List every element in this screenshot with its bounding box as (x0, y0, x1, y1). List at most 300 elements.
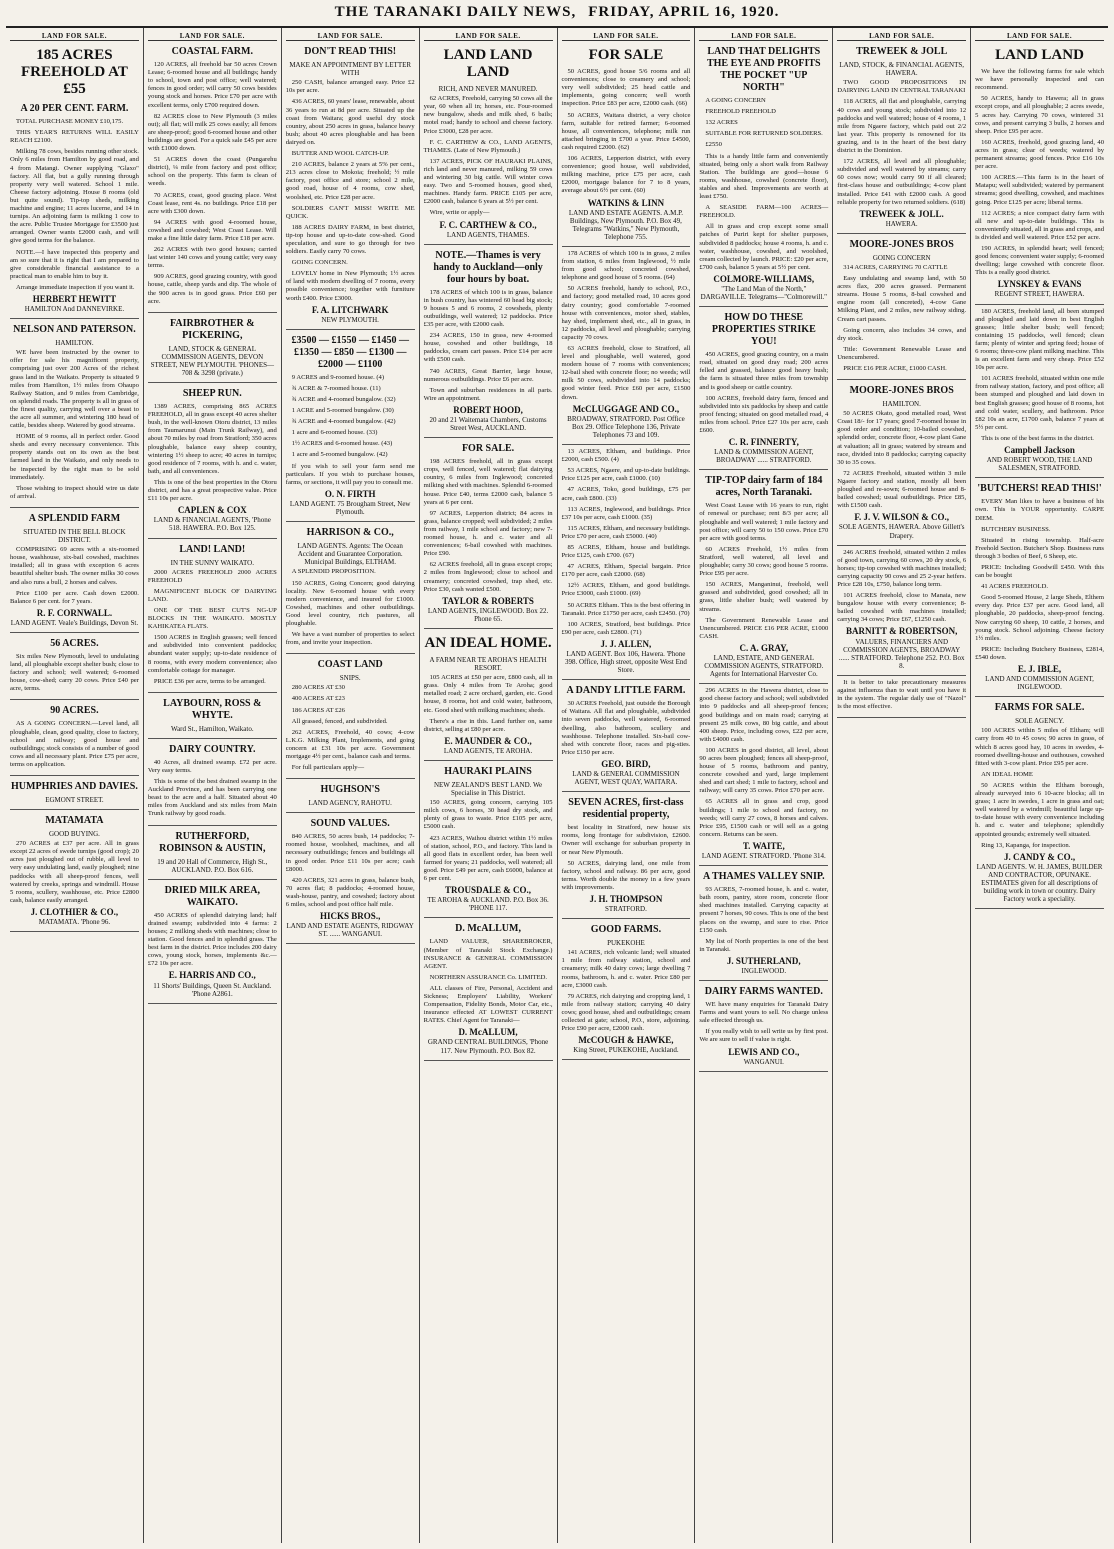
ad-paragraph: 50 ACRES freehold, handy to school, P.O., and factory; good metalled road, 10 acres good dairy country; good comfortable 7-roomed house with conveniences, motor shed, stables, hay shed, implement shed, etc., all in grass, in 12 paddocks, all level and ploughable; carrying capacity 70 cows. (561, 285, 691, 341)
ad-paragraph: MAGNIFICENT BLOCK OF DAIRYING LAND. (147, 587, 277, 603)
ad-subheading: LAND AGENTS. Agents: The Ocean Accident and Guarantee Corporation. Municipal Buildings, ELTHAM. (297, 542, 403, 567)
agent-name: McCLUGGAGE AND CO., (572, 403, 680, 414)
ad-paragraph: West Coast Lease with 16 years to run, right of renewal or purchase; rent 8/3 per acre; all ploughable and well watered; 1 mile factory and post office; will carry 50 to 150 cows. Price £70 per acre with good terms. (699, 502, 829, 542)
ad-subheading: EGMONT STREET. (45, 796, 104, 804)
ad-paragraph: 41 ACRES FREEHOLD. (981, 583, 1048, 591)
agent-address: BROADWAY, STRATFORD. Post Office Box 29. Office Telephone 136, Private Telephones 73 and 109. (567, 414, 685, 439)
section-header: LAND FOR SALE. (699, 32, 828, 41)
agent-address: LAND AGENT. Box 106, Hawera. 'Phone 398. Office, High street, opposite West End Store. (565, 650, 687, 675)
ad-paragraph: 72 ACRES Freehold, situated within 3 mile Ngaere factory and station, mostly all been ploughed and re-sown; 6-roomed house and 8-bailed cowshed; usual outbuildings. Price £85, with £1500 cash. (837, 469, 967, 510)
ad-paragraph: 101 ACRES freehold, close to Manaia, new bungalow house with every convenience; 8-bailed cowshed with machines installed; carrying 34 cows; Price £67, £1250 cash. (837, 592, 967, 624)
ad-heading: 90 ACRES. (50, 705, 99, 717)
advertisement (699, 312, 828, 470)
agent-address: LAND & GENERAL COMMISSION AGENT, WEST QUAY, WAITARA. (572, 770, 680, 787)
ad-paragraph: BUTTER AND WOOL CATCH-UP. (291, 150, 389, 158)
agent-name: E. HARRIS AND CO., (168, 970, 256, 981)
ad-paragraph: 65 ACRES all in grass and crop, good buildings; 1 mile to school and factory, no weeds; will carry 27 cows, 8 horses and calves. Price £95, £1500 cash or will sell as a going concern. Returns can be seen. (699, 798, 829, 838)
agent-address: LAND AGENT. Veale's Buildings, Devon St. (10, 618, 139, 627)
ad-paragraph: 296 ACRES in the Hawera district, close to good cheese factory and school; well subdivided into 9 paddocks and all sheep-proof fences; good buildings and on main road; carrying at present 25 milk cows, 80 big cattle, and about 400 sheep. Price, including cows, £22 per acre, with £4000 cash. (699, 687, 829, 743)
agent-name: LYNSKEY & EVANS (997, 279, 1082, 290)
ad-heading: LAND THAT DELIGHTS THE EYE AND PROFITS THE POCKET "UP NORTH" (706, 46, 821, 94)
ad-subheading: 19 and 20 Hall of Commerce, High St., AUCKLAND. P.O. Box 616. (157, 857, 268, 874)
advertisement (424, 443, 553, 629)
ad-paragraph: F. C. CARTHEW & CO., LAND AGENTS, THAMES. (Late of New Plymouth.) (423, 138, 553, 154)
ad-subheading: LAND, STOCK, & FINANCIAL AGENTS, HAWERA. (839, 61, 965, 78)
ad-heading: A DANDY LITTLE FARM. (566, 685, 686, 697)
ad-subheading: IN THE SUNNY WAIKATO. (170, 558, 254, 567)
agent-address: LAND AGENTS, THAMES. (446, 230, 530, 239)
ad-paragraph: Good 5-roomed House, 2 large Sheds, Elthem every day. Price £37 per acre. Good land, all ploughable, 20 paddocks, sheep-proof fencing. Now carrying 60 sheep, 10 cattle, 2 horses, and young stock. School adjoining. Cheese factory 1½ miles. (975, 594, 1104, 642)
advertisement (424, 635, 553, 761)
masthead (6, 4, 1108, 28)
ad-heading: LAYBOURN, ROSS & WHYTE. (163, 697, 262, 721)
advertisement (837, 239, 966, 380)
advertisement (148, 698, 277, 739)
ad-paragraph: 100 ACRES within 5 miles of Eltham; will carry from 40 to 45 cows; 90 acres in grass, of which 8 acres good hay, 10 acres in swedes, 4-roomed dwelling-house and outhouses, cowshed fitted with 3-cow plant. Price £95 per acre. (975, 727, 1104, 767)
ad-subheading: GOOD BUYING. (48, 830, 100, 839)
ad-paragraph: £2550 (705, 141, 722, 149)
agent-address: LAND & COMMISSION AGENT, BROADWAY ...... STRATFORD. (714, 448, 814, 465)
agent-name: J. CANDY & CO., (1003, 851, 1076, 862)
agent-name: J. CLOTHIER & CO., (30, 906, 119, 917)
ad-big-headline: AN IDEAL HOME. (424, 634, 552, 651)
column-5 (558, 28, 696, 1543)
advertisement (148, 885, 277, 1004)
ad-paragraph: 270 ACRES at £37 per acre. All in grass except 22 acres of swede turnips (good crop); 20 acres just ploughed out of rubble, all level to very easy undulating land, easily ploughed; nine paddocks with all sheep-proof fences, well watered by creeks, springs and windmill. House 5 rooms, scullery, washhouse, etc. Price £2800 cash, balance easily arranged. (10, 840, 139, 904)
ad-paragraph: GOING CONCERN. (291, 259, 348, 267)
advertisement (562, 797, 691, 919)
advertisement (148, 388, 277, 538)
ad-paragraph: ALL classes of Fire, Personal, Accident and Sickness; Employers' Liability, Workers' Compensation, Fidelity Bonds, Motor Car, etc., insurance effected AT LOWEST CURRENT RATES. Chief Agent for Taranaki— (423, 984, 553, 1025)
agent-address: LAND AGENT. STRATFORD. 'Phone 314. (701, 852, 826, 861)
ad-heading: A SPLENDID FARM (28, 512, 121, 524)
ad-paragraph: We have a vast number of properties to select from, and invite your inspection. (285, 631, 415, 647)
agent-name: O. N. FIRTH (324, 488, 376, 499)
ad-paragraph: 79 ACRES, rich dairying and cropping land, 1 mile from railway station; carrying 40 dairy cows; good house, shed and outbuildings; cream collected at gate; school, P.O., store, adjoining. Price £90 per acre, £2000 cash. (561, 992, 691, 1033)
agent-address: LAND AGENTS. W. H. JAMES, BUILDER AND CONTRACTOR, OPUNAKE. ESTIMATES given for all descriptions of building work in town or country. Dairy Factory work a speciality. (976, 862, 1103, 904)
agent-address: WANGANUI. (743, 1057, 784, 1066)
ad-paragraph: 50 ACRES Eltham. This is the best offering in Taranaki. Price £1750 per acre, cash £2450. (70) (561, 601, 691, 617)
ad-paragraph: Situated in rising township. Half-acre Freehold Section. Butcher's Shop. Business runs through 3 bodies of Beef, 6 Sheep, etc. (975, 536, 1104, 560)
ad-paragraph: 160 ACRES, freehold, good grazing land, 40 acres in grass; clear of weeds; watered by permanent streams; good fences. Price £16 10s per acre. (975, 138, 1104, 171)
advertisement (975, 483, 1104, 697)
ad-paragraph: This is some of the best drained swamp in the Auckland Province, and has been carrying one beast to the acre and a half. Situated about 40 miles from Auckland and six miles from Main Trunk railway by good roads. (147, 778, 277, 818)
ad-subheading: MAKE AN APPOINTMENT BY LETTER WITH (289, 61, 412, 78)
ad-paragraph: If you wish to sell your farm send me particulars. If you wish to purchase houses, farms, or sections, it will pay you to consult me. (285, 462, 415, 486)
advertisement (10, 638, 139, 700)
ad-paragraph: PRICE £36 per acre, terms to be arranged. (153, 677, 266, 685)
agent-name: F. J. V. WILSON & CO., (854, 512, 950, 523)
ad-paragraph: 47 ACRES, Eltham, Special bargain. Price £170 per acre, cash £2000. (68) (561, 563, 691, 579)
ad-paragraph: 909 ACRES, good grazing country, with good house, cattle, sheep yards and dip. The whole of the 900 acres is in good grass. Price £60 per acre. (147, 273, 277, 305)
ad-heading: HUMPHRIES AND DAVIES. (11, 781, 138, 792)
section-header: LAND FOR SALE. (837, 32, 966, 41)
agent-address: LAND AGENTS, INGLEWOOD. Box 22. Phone 65. (427, 606, 549, 623)
agent-name: E. J. IBLE, (1017, 664, 1062, 674)
section-header: LAND FOR SALE. (562, 32, 691, 41)
ad-paragraph: SUITABLE FOR RETURNED SOLDIERS. (705, 130, 823, 138)
ad-heading: TREWEEK & JOLL (856, 46, 948, 58)
ad-paragraph: 450 ACRES of splendid dairying land; half drained swamp; subdivided into 4 farms: 2 houses; 2 milking sheds with machines; close to station. Good fences and in splendid grass. The best farm in the district. Price includes 200 dairy cows, young stock, horses, implements &c.—£72 10s per acre. (147, 911, 277, 968)
advertisement (975, 702, 1104, 909)
ad-paragraph: Milking 78 cows, besides running other stock. Only 6 miles from Hamilton by good road, and 4 from Matangi. Owner supplying "Glaxo" factory. All flat, but a gully running through property very well watered. School 1 mile. Cheese factory adjoining. House 8 rooms (old but quite sound). Tip-top sheds, milking machine and engine; 11 acres lucerne, and 14 in turnips. An adjoining farm is milking 1 cow to the acre. Public Trustee Mortgage for £3500 just arranged. Owner wants £2000 cash, and will give good terms for the balance. (10, 148, 139, 245)
ad-paragraph: 100 ACRES in good district, all level, about 90 acres been ploughed; fences all sheep-proof, house of 5 rooms, bathroom and pantry, concrete cowshed and yard, large implement shed and cart shed; 1 mile to factory, school and railway; will carry 35 cows. Price £70 per acre. (699, 746, 829, 795)
ad-subheading: SITUATED IN THE BELL BLOCK DISTRICT. (23, 527, 126, 545)
ad-paragraph: PRICE £16 PER ACRE, £1000 CASH. (843, 365, 947, 372)
agent-address: 20 and 21 Waitemata Chambers, Customs Street West, AUCKLAND. (429, 416, 547, 433)
agent-address: MATAMATA. 'Phone 96. (38, 918, 111, 927)
agent-address: LAND AGENTS, TE AROHA. (443, 746, 533, 755)
agent-name: R. F. CORNWALL. (36, 607, 113, 618)
advertisement (10, 324, 139, 508)
ad-paragraph: Those wishing to inspect should wire us date of arrival. (10, 484, 139, 500)
ad-paragraph: 180 ACRES, freehold land, all been stumped and ploughed and laid down in best English grasses; little shelter bush; well fenced; containing 15 paddocks, well fenced; clean farm; plenty of winter and spring feed; house of 6 rooms; three-cow plant milking machine. This is an excellent farm and very cheap. Price £52 10s per acre. (975, 307, 1104, 372)
ad-paragraph: 62 ACRES, Freehold, carrying 50 cows all the year, 60 when all in; horses, etc. Four-roomed new bungalow, sheds and milk shed, 6 bails; motel road; handy to school and cheese factory. Price £3000, £28 per acre. (423, 95, 553, 135)
ad-heading: SEVEN ACRES, first-class residential property, (568, 797, 684, 821)
advertisement (286, 659, 415, 779)
ad-paragraph: 51 ACRES down the coast (Pungarehu district), ¼ mile from factory and post office; school on the property. This farm is clean of weeds. (147, 156, 277, 188)
ad-paragraph: There's a rise in this. Land further on, same district, selling at £80 per acre. (423, 717, 553, 733)
agent-name: TREWEEK & JOLL. (859, 208, 944, 219)
ad-paragraph: A SPLENDID PROPOSITION. (291, 568, 376, 576)
ad-paragraph: PRICE: Including Goodwill £450. With this can be bought (975, 563, 1104, 580)
ad-subheading: SNIPS. (339, 674, 361, 683)
ad-paragraph: Town and suburban residences in all parts. Wire an appointment. (423, 386, 553, 402)
ad-paragraph: 105 ACRES at £50 per acre, £800 cash, all in grass. Only 4 miles from Te Aroha; good metalled road; 2 acre orchard, garden, etc. Good house, 8 rooms, hot and cold water, bathroom, etc. Good shed with milking machines; sheds. (423, 674, 553, 714)
ad-subheading: HAMILTON. (55, 339, 94, 348)
ad-paragraph: It is better to take precautionary measures against influenza than to wait until you have it in the system. The regular daily use of "Nazol" is the most effective. (837, 678, 967, 711)
ad-paragraph: 314 ACRES, CARRYING 70 CATTLE (843, 263, 948, 271)
ad-paragraph: THIS YEAR'S RETURNS WILL EASILY REACH £2100. (10, 129, 139, 145)
agent-name: BARNITT & ROBERTSON, (846, 626, 958, 637)
ad-paragraph: 436 ACRES, 60 years' lease, renewable, about 36 years to run at 8d per acre. Situated up the coast from Waitara; good useful dry stock country, about 250 acres in grass, balance heavy bush; about 40 acres ploughable and has been dairyed on. (285, 98, 415, 146)
ad-paragraph: 115 ACRES, Eltham, and necessary buildings. Price £70 per acre, cash £5000. (40) (561, 524, 691, 540)
agent-name: ROBERT HOOD, (453, 404, 523, 415)
ad-paragraph: 246 ACRES freehold, situated within 2 miles of good town, carrying 60 cows, 20 dry stock, 6 horses; tip-top cowshed with machines installed; carrying capacity 90 cows and 25 2-year heifers. Price £28 10s, £750, balance long term. (837, 548, 967, 588)
section-header: LAND FOR SALE. (10, 32, 139, 41)
agent-address: NEW PLYMOUTH. (321, 315, 379, 324)
ad-paragraph: 106 ACRES, Lepperton district, with every convenience; good house, well subdivided, milking machine, price £75 per acre, cash £2000, mortgage balance for 7 to 8 years, average about 6½ per cent. (60) (561, 155, 691, 195)
ad-subheading: NEW ZEALAND'S BEST LAND. We Specialise in This District. (433, 781, 543, 798)
advertisement (286, 46, 415, 330)
ad-paragraph: 150 ACRES, going concern, carrying 105 milch cows, 6 horses, 30 head dry stock, and plenty of grass to waste. Price £105 per acre, £5000 cash. (423, 799, 553, 831)
agent-address: LAND & FINANCIAL AGENTS, 'Phone 518. HAWERA. P.O. Box 125. (153, 516, 271, 533)
advertisement (10, 781, 139, 810)
ad-paragraph: TWO GOOD PROPOSITIONS IN DAIRYING LAND IN CENTRAL TARANAKI (837, 79, 967, 95)
ad-paragraph: 150 ACRES, Going Concern; good dairying locality. New 6-roomed house with every modern convenience, and insured for £1000. Cowshed, machines and other outbuildings. Good level country, rich pastures, all ploughable. (285, 579, 415, 627)
agent-address: HAMILTON And DANNEVIRKE. (24, 305, 125, 314)
agent-address: REGENT STREET, HAWERA. (994, 290, 1085, 299)
section-header: LAND FOR SALE. (424, 32, 553, 41)
ad-heading: £3500 — £1550 — £1450 — £1350 — £850 — £1300 — £2000 — £1100 (291, 334, 409, 370)
advertisement (562, 448, 691, 680)
advertisement (562, 47, 691, 247)
agent-address: LAND, ESTATE, AND GENERAL COMMISSION AGENTS, STRATFORD. Agents for International Harvester Co. (704, 653, 824, 679)
section-header: LAND FOR SALE. (148, 32, 277, 41)
ad-paragraph: 53 ACRES, Ngaere, and up-to-date buildings. Price £125 per acre, cash £1000. (10) (561, 467, 691, 483)
agent-address: LAND AGENT. 75 Brougham Street, New Plymouth. (289, 499, 411, 517)
agent-name: D. McALLUM, (458, 1027, 518, 1038)
ad-paragraph: 50 ACRES, handy to Hawera; all in grass except crops, and all ploughable; 2 acres swede, 5 acres hay. Carrying 70 cows, wintered 31 cows, and present carrying 3 bulls, 2 horses and sheep. Price £95 per acre. (975, 95, 1104, 135)
ad-big-headline: LAND LAND (995, 47, 1084, 64)
ad-heading: COAST LAND (317, 659, 383, 671)
agent-address: TE AROHA & AUCKLAND. P.O. Box 36. 'PHONE 117. (427, 896, 549, 913)
ad-heading: SHEEP RUN. (182, 388, 242, 400)
ad-paragraph: 262 ACRES with two good houses; carried last winter 140 cows and young cattle; very easy terms. (147, 246, 277, 270)
ad-heading: NELSON AND PATERSON. (13, 324, 136, 336)
ad-paragraph: 100 ACRES, freehold dairy farm, fenced and subdivided into six paddocks by sheep and cattle proof fencing; situated on good metalled road, 4 miles from school. Price £27 10s per acre, cash £600. (699, 394, 829, 434)
ad-paragraph: 50 ACRES within the Eltham borough, already surveyed into 6 10-acre blocks; all in grass; 1 acre in swedes, 1 acre in grass and oat; well watered by a windmill; beautiful large up-to-date house with every convenience including h. and c. water and telephone; splendidly appointed grounds; extremely well situated. (975, 781, 1104, 838)
ad-subheading: RICH, AND NEVER MANURED. (438, 85, 538, 94)
ad-paragraph: 198 ACRES freehold, all in grass except crops, well fenced, well watered; flat dairying country, 6 miles from Inglewood; concreted milking shed with machines. Splendid 6-roomed house. Price £40, terms £2000 cash, balance 5 years at 6 per cent. (423, 458, 553, 506)
advertisement (699, 475, 828, 684)
ad-paragraph: Wire, write or apply— (429, 209, 490, 217)
advertisement (699, 46, 828, 307)
advertisement (286, 818, 415, 944)
ad-paragraph: 47 ACRES, Toko, good buildings, £75 per acre, cash £800. (33) (561, 486, 691, 502)
advertisement (562, 924, 691, 1060)
ad-heading: HOW DO THESE PROPERTIES STRIKE YOU! (711, 312, 816, 348)
ad-paragraph: This is a handy little farm and conveniently situated, being only a short walk from Railway Station. The buildings are good—house 6 rooms, washhouse, cowshed (concrete floor), stables and shed. Improvements are worth at least £750. (699, 152, 829, 201)
ad-paragraph: This is one of the best properties in the Otoru district, and has a great prospective value. Price £11 10s per acre. (147, 478, 277, 503)
advertisement (286, 784, 415, 813)
ad-paragraph: 94 ACRES with good 4-roomed house, cowshed and cowshed; West Coast Lease. Will make a fine little dairy farm. Price £18 per acre. (147, 218, 277, 242)
section-header: LAND FOR SALE. (286, 32, 415, 41)
ad-heading: COASTAL FARM. (171, 46, 253, 58)
ad-paragraph: 97 ACRES, Lepperton district; 84 acres in grass, balance cropped; well subdivided; 2 miles from railway, 1 mile school and factory; new 7-roomed house, h. and c. water and all conveniences; 6-bail cowshed with machines. Price £90. (423, 509, 553, 558)
ad-heading: MATAMATA (45, 815, 104, 827)
ad-paragraph: 188 ACRES DAIRY FARM, in best district, tip-top house and up-to-date cow-shed. Good speculation, and sure to go through for two soldiers. Easily carry 70 cows. (285, 223, 415, 256)
ad-paragraph: 172 ACRES, all level and all ploughable; subdivided and well watered by streams; carry 60 cows now; would carry 90 if all cleared; first-class house and outbuildings; 4-cow plant installed. Price £41 with £2000 cash. A good reliable property for two returned soldiers. (618) (837, 158, 967, 206)
ad-paragraph: 1389 ACRES, comprising 865 ACRES FREEHOLD, all in grass except 40 acres shelter bush, in the well-known Otoru district, 13 miles from Taumarunui (Main Trunk Railway), and about 70 miles by road from Stratford; 350 acres ploughable, balance easy sheep country, wintering 1½ sheep to acre; 40 acres in turnips; good residence of 7 rooms, with h. and c. water, bath, and all conveniences. (147, 403, 277, 475)
agent-name: J. H. THOMPSON (589, 893, 663, 904)
ad-heading: RUTHERFORD, ROBINSON & AUSTIN, (159, 830, 266, 854)
ad-paragraph: BUTCHERY BUSINESS. (981, 525, 1051, 533)
ad-heading: NOTE.—Thames is very handy to Auckland—only four hours by boat. (433, 249, 543, 285)
ad-paragraph: WE have been instructed by the owner to offer for sale his magnificent property, comprising just over 200 Acres of the richest grass land in the Waikato. Property is situated 9 miles from Hamilton, 1½ miles from Ohaupo Railway Station, and 9 miles from Cambridge, on splendid roads. The property is all in grass of the finest quality, carrying well over a beast to the acre all summer, and wintering 180 head of cattle, besides sheep. Watered by good streams. (10, 349, 139, 430)
ad-paragraph: Ring 13, Kapanga, for inspection. (981, 841, 1071, 849)
ad-heading: FAIRBROTHER & PICKERING, (170, 317, 255, 341)
ad-paragraph: My list of North properties is one of the best in Taranaki. (699, 937, 829, 953)
ad-paragraph: 50 ACRES, good house 5/6 rooms and all conveniences; close to creamery and school; very well subdivided; 25 head cattle and implements, going concern; well worth inspection. Price £83 per acre, £2000 cash. (66) (561, 68, 691, 108)
ad-paragraph: 50 ACRES Okato, good metalled road, West Coast 18/- for 17 years; good 7-roomed house in good order and condition; 10-bailed cowshed, splendid order, concrete floor, 4-cow plant Gane at valuation; all in grass; watered by stream and race, divided into 8 paddocks; carrying capacity 30 to 35 cows. (837, 410, 967, 466)
advertisement (837, 46, 966, 234)
ad-paragraph: 120 ACRES, all freehold bar 50 acres Crown Lease; 6-roomed house and all buildings; handy to school, town and post office; well watered; fences in good order; will carry 50 cows besides young stock and horses. Price £70 per acre with excellent terms, only £700 required down. (147, 61, 277, 109)
ad-subheading: LAND, STOCK & GENERAL COMMISSION AGENTS, DEVON STREET, NEW PLYMOUTH. 'PHONES—708 & 3298 (private.) (150, 344, 274, 377)
advertisement (10, 513, 139, 633)
ad-paragraph: 50 ACRES, dairying land, one mile from factory, school and railway. 86 per acre, good terms. Worth double the money in a few years with improvements. (561, 859, 691, 891)
ad-subheading: PUKEKOHE (607, 939, 645, 948)
advertisement (286, 335, 415, 522)
ad-paragraph: 118 ACRES, all flat and ploughable, carrying 40 cows and young stock; subdivided into 12 paddocks and well watered; house of 4 rooms, 1 mile from Ngaere factory, which paid out 2/2 last year. This property is renowned for its grazing, and is in the heart of the best dairy district in the Dominion. (837, 98, 967, 155)
ad-paragraph: 1 acre and 6-roomed house. (33) (291, 429, 378, 437)
advertisement (562, 250, 691, 445)
agent-address: SOLE AGENTS, HAWERA. Above Gillett's Drapery. (838, 523, 965, 540)
advertisement (975, 308, 1104, 479)
agent-address: LAND AND COMMISSION AGENT, INGLEWOOD. (985, 675, 1094, 692)
ad-heading: DAIRY COUNTRY. (169, 743, 256, 755)
agent-address: STRATFORD. (605, 905, 647, 914)
ad-paragraph: 137 ACRES, PICK OF HAURAKI PLAINS, rich land and never manured, milking 59 cows and wintering 30 big cattle. Will winter cows easy. Two and 5-roomed houses, good shed, machines. Handy farm. PRICE £105 per acre, £2000 cash, balance 6 years at 5½ per cent. (423, 157, 553, 206)
ad-paragraph: 1500 ACRES in English grasses; well fenced and subdivided into convenient paddocks; abundant water supply; up-to-date residence of 8 rooms, with every modern convenience; also comfortable cottage for manager. (147, 634, 277, 674)
ad-subheading: HAMILTON. (882, 400, 921, 409)
advertisement (562, 685, 691, 792)
advertisement (148, 744, 277, 826)
ad-paragraph: 50 ACRES, Waitara district, a very choice farm, suitable for retired farmer; 6-roomed house, all conveniences, telephone; milk run attached bringing in £700 a year. Price £4500, cash required £2000. (62) (561, 111, 691, 151)
ad-paragraph: FREEHOLD FREEHOLD (705, 108, 776, 116)
ad-paragraph: 132 ACRES (705, 119, 738, 127)
agent-address: AND ROBERT WOOD, THE LAND SALESMEN, STRATFORD. (986, 456, 1093, 473)
ad-subheading: Ward St., Hamilton, Waikato. (171, 724, 254, 733)
ad-heading: A THAMES VALLEY SNIP. (703, 871, 825, 883)
agent-name: C. A. GRAY, (739, 642, 789, 653)
ad-paragraph: 150 ACRES, Manganinui, freehold, well grassed and subdivided, good cowshed; all in grass, little shelter bush; well watered by streams. (699, 581, 829, 613)
advertisement (699, 687, 828, 866)
ad-heading: MOORE-JONES BROS (849, 238, 954, 250)
ad-subheading: SOLE AGENCY. (1015, 717, 1064, 726)
agent-address: LAND AND ESTATE AGENTS, RIDGWAY ST. ...... WANGANUI. (286, 922, 414, 939)
ad-heading: HUGHSON'S (320, 784, 380, 796)
ad-paragraph: ¾ ACRE & 7-roomed house. (11) (291, 384, 381, 392)
ad-paragraph: 12½ ACRES, Eltham, and good buildings. Price £3000, cash £1000. (69) (561, 582, 691, 598)
ad-paragraph: 420 ACRES, 321 acres in grass, balance bush, 70 acres flat; 8 paddocks; 4-roomed house, wash-house, pantry, and cowshed; factory about 6 miles, school and post office half mile. (285, 876, 415, 909)
ad-paragraph: 82 ACRES close to New Plymouth (3 miles out); all flat; will milk 25 cows easily; all fences are sheep-proof; good 6-roomed house and other buildings are good. For a quick sale £45 per acre with £1000 down. (147, 112, 277, 153)
column-4 (420, 28, 558, 1543)
ad-paragraph: AS A GOING CONCERN.—Level land, all ploughable, clean, good quality, close to factory, school and railway; good house and outbuildings; stock consists of a number of good cows and all necessary plant. Price £75 per acre, terms on application. (10, 720, 139, 768)
ad-big-headline: LAND LAND LAND (443, 47, 533, 81)
ad-paragraph: 30 ACRES Freehold, just outside the Borough of Waitara. All flat and ploughable, subdivided into seven paddocks, well watered, 6-roomed dwelling, also bathroom, scullery and washhouse. Telephone installed. Six-bail cow-shed with concrete floor, races and pig-sties. Price £150 per acre. (561, 700, 691, 756)
ad-paragraph: 13 ACRES, Eltham, and buildings. Price £2000, cash £500. (4) (561, 448, 691, 464)
ad-paragraph: ¾ ACRE and 4-roomed bungalow. (42) (291, 418, 396, 426)
agent-name: Campbell Jackson (1004, 445, 1075, 456)
ad-paragraph: PRICE: Including Butchery Business, £2814, £540 down. (975, 645, 1104, 661)
agent-name: J. J. ALLEN, (600, 638, 652, 649)
ad-paragraph: 234 ACRES, 150 in grass, new 4-roomed house, cowshed and other buildings, 18 paddocks, cream cart passes. Price £14 per acre with £500 cash. (423, 332, 553, 364)
advertisement (10, 705, 139, 776)
ad-paragraph: For full particulars apply— (291, 764, 365, 772)
column-1 (6, 28, 144, 1543)
ad-paragraph: 62 ACRES freehold, all in grass except crops; 2 miles from Inglewood; close to school and creamery; concreted cowshed, trap shed, etc. Price £30, cash wanted £500. (423, 561, 553, 593)
column-2 (144, 28, 282, 1543)
ad-paragraph: 70 ACRES, coast, good grazing place. West Coast lease, rent 4s. no buildings. Price £18 per acre with £300 down. (147, 191, 277, 215)
ad-paragraph: best locality in Stratford, new house six rooms, long frontage for subdivision, £2600. Owner will exchange for suburban property in or near New Plymouth. (561, 824, 691, 856)
ad-paragraph: Title: Government Renewable Lease and Unencumbered. (837, 345, 967, 361)
masthead-title: THE TARANAKI DAILY NEWS, (334, 4, 577, 20)
ad-paragraph: ONE OF THE BEST CUT'S NG-UP BLOCKS IN THE WAIKATO. MOSTLY KAHIKATEA FLATS. (147, 606, 277, 631)
advertisement (148, 46, 277, 313)
ad-heading: HARRISON & CO., (306, 527, 394, 539)
column-3 (282, 28, 420, 1543)
ad-paragraph: COMPRISING 69 acres with a six-roomed house, washhouse, six-bail cowshed, machines installed; all in grass with exception 6 acres beautiful shelter bush. The owner milks 30 cows and also runs a bull, 2 horses and calves. (10, 546, 139, 586)
ad-paragraph: AN IDEAL HOME (981, 770, 1033, 778)
ad-paragraph: 112 ACRES; a nice compact dairy farm with all new and up-to-date buildings. This is conveniently situated, all in grass and crops, and is divided and well watered. Price £52 per acre. (975, 209, 1104, 241)
ad-paragraph: 40 Acres, all drained swamp. £72 per acre. Very easy terms. (147, 758, 277, 774)
ad-paragraph: 100 ACRES, Stratford, best buildings. Price £90 per acre, cash £2800. (71) (561, 620, 691, 636)
ad-paragraph: 178 ACRES of which 100 is in grass, balance in bush country, has wintered 60 head big stock; 9 houses 5 and 6 rooms, 2 cowsheds, plenty outbuildings, well watered; 12 paddocks. Price £35 per acre, with £2000 cash. (423, 288, 553, 329)
ad-paragraph: A SEASIDE FARM—100 ACRES—FREEHOLD. (699, 204, 829, 220)
ad-heading: MOORE-JONES BROS (849, 385, 954, 397)
ad-subheading: A FARM NEAR TE AROHA'S HEALTH RESORT. (429, 655, 547, 673)
advertisement (424, 250, 553, 439)
ad-paragraph: TOTAL PURCHASE MONEY £10,175. (16, 118, 124, 126)
ad-heading: TIP-TOP dairy farm of 184 acres, North Taranaki. (705, 475, 823, 499)
advertisement (699, 986, 828, 1072)
ad-paragraph: LAND VALUER, SHAREBROKER, (Member of Taranaki Stock Exchange.) INSURANCE & GENERAL COMMISSION AGENT. (423, 938, 553, 970)
ad-paragraph: 2000 ACRES FREEHOLD 2000 ACRES FREEHOLD (147, 568, 277, 584)
advertisement (837, 679, 966, 718)
ad-paragraph: 1 acre and 5-roomed bungalow. (42) (291, 451, 388, 459)
advertisement (699, 871, 828, 981)
advertisement (148, 318, 277, 383)
ad-heading: FARMS FOR SALE. (994, 702, 1085, 714)
advertisement (424, 47, 553, 245)
agent-name: E. MAUNDER & CO., (444, 735, 532, 746)
agent-address: HAWERA. (885, 219, 918, 228)
agent-name: HICKS BROS., (320, 911, 381, 922)
ad-paragraph: EVERY Man likes to have a business of his own. This is YOUR opportunity. CARPE DIEM. (975, 498, 1104, 522)
agent-address: INGLEWOOD. (741, 966, 787, 975)
agent-name: LEWIS AND CO., (728, 1046, 800, 1057)
ad-paragraph: 210 ACRES, balance 2 years at 5% per cent., 213 acres close to Mokoia; freehold; ½ mile factory, post office and store; school 2 mile, good road, house of 4 rooms, cow shed, woolshed, etc. Price £28 per acre. (285, 161, 415, 201)
ad-paragraph: 63 ACRES freehold, close to Stratford, all level and ploughable, well watered, good modern house of 7 rooms with conveniences; 12-bail shed with concrete floor; no weeds; will milk 50 cows, subdivided into 14 paddocks; good winter feed. Price £60 per acre, £1500 down. (561, 345, 691, 401)
ad-paragraph: 141 ACRES, rich volcanic land; well situated 1 mile from railway station, school and creamery; milk 40 dairy cows; large dwelling 7 rooms, bathroom, h. and c. water. Price £80 per acre, £3000 cash. (561, 949, 691, 989)
agent-name: CAPLEN & COX (177, 505, 247, 516)
ad-paragraph: 450 ACRES, good grazing country, on a main road, situated on good dray road; 200 acres felled and grassed, balance good heavy bush; the farm is situated three miles from township and is good sheep or cattle country. (699, 351, 829, 391)
agent-name: F. C. CARTHEW & CO., (439, 219, 537, 230)
agent-name: McCOUGH & HAWKE, (578, 1035, 674, 1046)
agent-address: GRAND CENTRAL BUILDINGS, 'Phone 117. New Plymouth. P.O. Box 82. (427, 1038, 549, 1055)
section-header: LAND FOR SALE. (975, 32, 1104, 41)
ad-paragraph: SOLDIERS CAN'T MISS! WRITE ME QUICK. (285, 204, 415, 220)
ad-heading: DRIED MILK AREA, WAIKATO. (164, 884, 260, 908)
advertisement (10, 47, 139, 319)
ad-paragraph: 1½ ACRES and 6-roomed house. (43) (291, 440, 393, 448)
agent-address: King Street, PUKEKOHE, Auckland. (573, 1046, 679, 1055)
ad-big-headline: FOR SALE (588, 47, 664, 64)
agent-name: GEO. BIRD, (601, 758, 651, 769)
ad-heading: 'BUTCHERS! READ THIS!' (977, 483, 1102, 495)
ad-heading: HAURAKI PLAINS (444, 766, 532, 777)
advertisement (424, 766, 553, 918)
advertisement (424, 923, 553, 1060)
ad-paragraph: This is one of the best farms in the district. (981, 434, 1094, 442)
ad-paragraph: HOME of 9 rooms, all in perfect order. Good sheds and every necessary convenience. This property stands out on its own as the best farmed land in the Waikato, and only needs to be inspected by the right man to be sold immediately. (10, 433, 139, 481)
ad-paragraph: 1 ACRE and 5-roomed bungalow. (30) (291, 407, 394, 415)
ad-paragraph: Six miles New Plymouth, level to undulating land, all ploughable except shelter bush; close to factory and school; well watered; 6-roomed house, cow-shed; carry 20 cows. Price £40 per acre, terms. (10, 652, 139, 693)
advertisement (837, 549, 966, 676)
agent-address: VALUERS, FINANCIERS AND COMMISSION AGENTS, BROADWAY ...... STRATFORD. Telephone 252. P.O. Box 8. (838, 637, 965, 670)
ad-paragraph: 280 ACRES AT £30 (291, 684, 345, 692)
masthead-date: FRIDAY, APRIL 16, 1920. (588, 4, 780, 20)
ad-paragraph: 423 ACRES, Waihou district within 1½ miles of station, school, P.O., and factory. This land is all good flats in excellent order, has been well farmed for years; 21 paddocks, well watered; all good. Price £49 per acre, cash £6000, balance at 6 per cent. (423, 834, 553, 883)
agent-address: 11 Shorts' Buildings, Queen St. Auckland. 'Phone A2861. (153, 981, 272, 998)
ad-paragraph: 840 ACRES, 50 acres bush, 14 paddocks; 7-roomed house, woolshed, machines, and all necessary outbuildings; fences and buildings all in good order. Price £11 10s per acre; cash £8000. (285, 833, 415, 873)
ad-paragraph: 250 CASH, balance arranged easy. Price £2 10s per acre. (285, 79, 415, 95)
advertisement (837, 385, 966, 546)
ad-paragraph: 93 ACRES, 7-roomed house, h. and c. water, bath room, pantry, store room, concrete floor shed machines installed. Carrying capacity at present 7 horses, 90 cows. This is one of the best places on the swamp, and sure to rise. Price £150 cash. (699, 886, 829, 934)
ad-paragraph: We have the following farms for sale which we have personally inspected and can recommend. (975, 68, 1104, 92)
ad-heading: FOR SALE. (461, 443, 515, 455)
advertisement (148, 544, 277, 693)
column-6 (695, 28, 833, 1543)
agent-address: "The Land Man of the North," DARGAVILLE. Telegrams—"Colmorewill." (700, 284, 828, 302)
agent-name: C. R. FINNERTY, (728, 437, 799, 448)
ad-paragraph: 9 ACRES and 9-roomed house. (4) (291, 373, 385, 381)
agent-name: TROUSDALE & CO., (445, 885, 532, 896)
ad-paragraph: Arrange immediate inspection if you want it. (16, 283, 135, 291)
ad-heading: LAND! LAND! (179, 543, 246, 555)
ad-paragraph: Price £100 per acre. Cash down £2000. Balance 6 per cent. for 7 years. (10, 589, 139, 605)
